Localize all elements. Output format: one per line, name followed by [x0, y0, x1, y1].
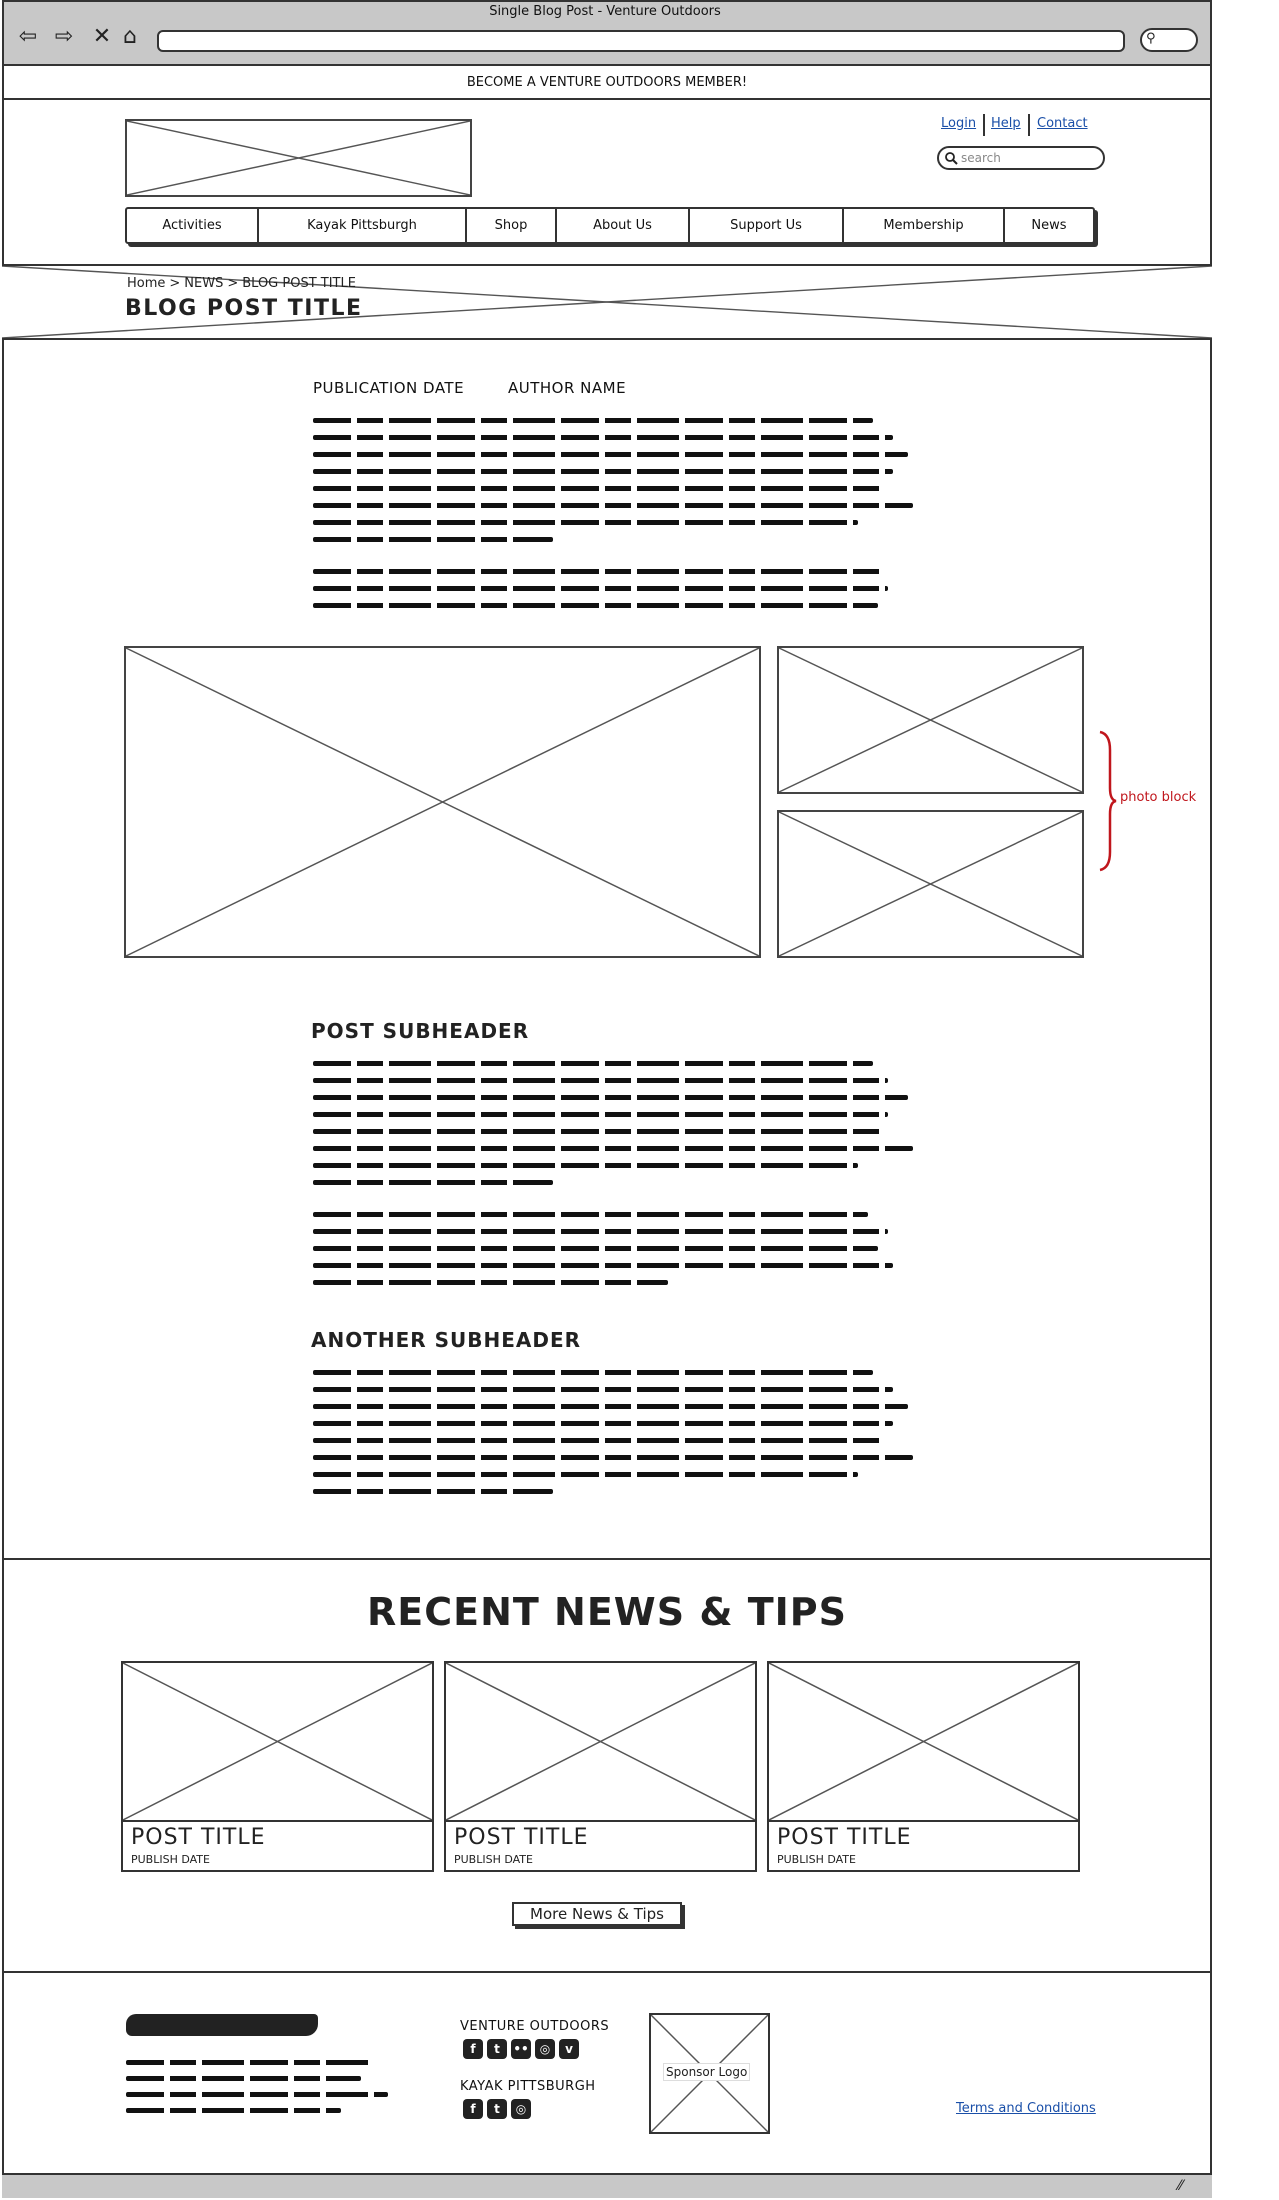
breadcrumb-separator: > — [227, 276, 239, 291]
recent-news-title: RECENT NEWS & TIPS — [367, 1590, 847, 1634]
login-link[interactable]: Login — [941, 116, 977, 131]
main-nav — [125, 207, 1095, 244]
card-title: POST TITLE — [131, 1825, 266, 1850]
social-icons-kayak — [463, 2099, 531, 2119]
photo-block-annotation: photo block — [1120, 790, 1197, 805]
forward-icon[interactable]: ⇨ — [54, 23, 74, 49]
terms-link[interactable]: Terms and Conditions — [956, 2101, 1096, 2116]
breadcrumb — [125, 276, 358, 291]
flickr-icon[interactable]: •• — [511, 2039, 531, 2059]
divider — [983, 114, 985, 136]
instagram-icon[interactable]: ◎ — [511, 2099, 531, 2119]
nav-item-kayak-pittsburgh[interactable]: Kayak Pittsburgh — [259, 209, 467, 242]
brace-icon — [1098, 730, 1118, 872]
divider — [2, 1971, 1212, 1973]
facebook-icon[interactable]: f — [463, 2039, 483, 2059]
news-card[interactable] — [121, 1661, 434, 1872]
twitter-icon[interactable]: t — [487, 2039, 507, 2059]
close-icon[interactable]: ✕ — [92, 23, 112, 49]
instagram-icon[interactable]: ◎ — [535, 2039, 555, 2059]
post-subheader: POST SUBHEADER — [311, 1019, 530, 1043]
breadcrumb-current: BLOG POST TITLE — [242, 276, 356, 291]
help-link[interactable]: Help — [991, 116, 1021, 131]
card-title: POST TITLE — [454, 1825, 589, 1850]
divider — [1028, 114, 1030, 136]
search-placeholder: search — [961, 151, 1001, 165]
facebook-icon[interactable]: f — [463, 2099, 483, 2119]
card-title: POST TITLE — [777, 1825, 912, 1850]
card-image — [446, 1663, 755, 1822]
card-date: PUBLISH DATE — [131, 1853, 210, 1866]
news-card[interactable] — [767, 1661, 1080, 1872]
sponsor-logo[interactable] — [649, 2013, 770, 2134]
footer-logo-scribble — [126, 2014, 318, 2036]
vimeo-icon[interactable]: v — [559, 2039, 579, 2059]
card-date: PUBLISH DATE — [454, 1853, 533, 1866]
photo-small-top[interactable] — [777, 646, 1084, 794]
nav-item-about-us[interactable]: About Us — [557, 209, 690, 242]
news-card[interactable] — [444, 1661, 757, 1872]
photo-large[interactable] — [124, 646, 761, 958]
nav-item-support-us[interactable]: Support Us — [690, 209, 844, 242]
twitter-icon[interactable]: t — [487, 2099, 507, 2119]
card-image — [769, 1663, 1078, 1822]
nav-item-news[interactable]: News — [1031, 218, 1067, 233]
footer-org-venture: VENTURE OUTDOORS — [460, 2019, 610, 2034]
banner-text: BECOME A VENTURE OUTDOORS MEMBER! — [466, 74, 748, 90]
divider — [2, 1558, 1212, 1560]
page-title: BLOG POST TITLE — [125, 296, 363, 321]
footer-org-kayak: KAYAK PITTSBURGH — [460, 2079, 596, 2094]
home-icon[interactable]: ⌂ — [123, 23, 137, 49]
social-icons-venture — [463, 2039, 579, 2059]
card-date: PUBLISH DATE — [777, 1853, 856, 1866]
post-subheader: ANOTHER SUBHEADER — [311, 1328, 582, 1352]
sponsor-label: Sponsor Logo — [663, 2063, 750, 2081]
logo-placeholder[interactable] — [125, 119, 472, 197]
more-news-button[interactable]: More News & Tips — [512, 1902, 682, 1926]
contact-link[interactable]: Contact — [1037, 116, 1088, 131]
author-name: AUTHOR NAME — [508, 379, 627, 397]
photo-small-bottom[interactable] — [777, 810, 1084, 958]
back-icon[interactable]: ⇦ — [18, 23, 38, 49]
nav-item-shop[interactable]: Shop — [467, 209, 557, 242]
card-image — [123, 1663, 432, 1822]
member-banner[interactable] — [2, 66, 1212, 100]
search-input[interactable] — [937, 146, 1105, 170]
search-icon: ⚲ — [1146, 31, 1156, 46]
breadcrumb-home[interactable]: Home — [127, 276, 166, 291]
window-title: Single Blog Post - Venture Outdoors — [489, 4, 721, 19]
nav-item-activities[interactable]: Activities — [127, 209, 259, 242]
resize-grip-icon[interactable]: ⁄⁄ — [1178, 2178, 1183, 2194]
search-icon — [944, 151, 958, 165]
status-bar — [2, 2173, 1212, 2198]
breadcrumb-separator: > — [169, 276, 181, 291]
publication-date: PUBLICATION DATE — [313, 379, 465, 397]
nav-item-membership[interactable]: Membership — [844, 209, 1005, 242]
breadcrumb-news[interactable]: NEWS — [184, 276, 224, 291]
